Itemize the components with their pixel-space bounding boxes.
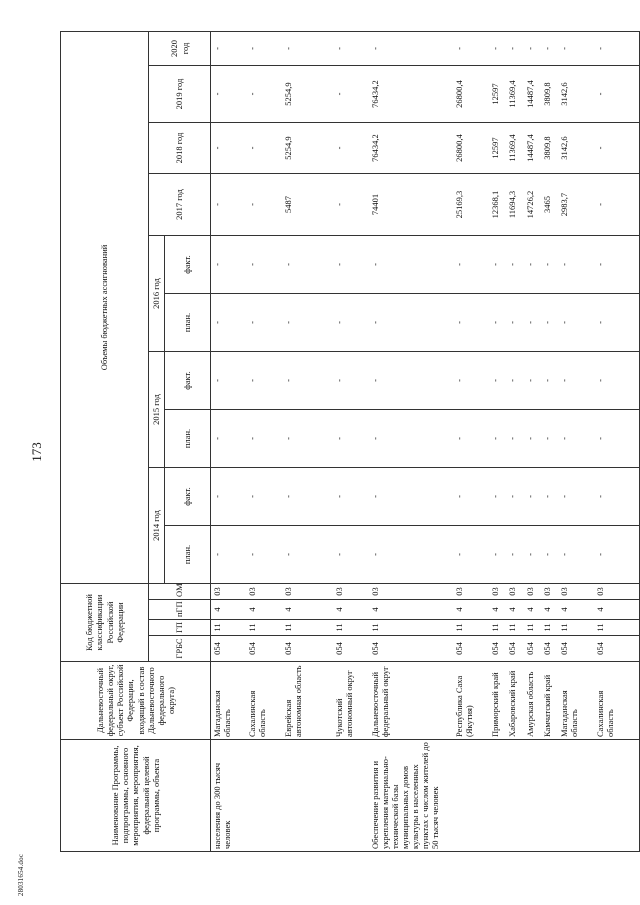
table-row	[541, 31, 558, 851]
row-value: -	[524, 468, 541, 526]
row-value: -	[211, 123, 247, 174]
row-value: -	[524, 294, 541, 352]
row-value: 25169,3	[453, 174, 489, 236]
row-value: -	[453, 31, 489, 65]
row-value: 26800,4	[453, 66, 489, 123]
row-value: -	[246, 468, 282, 526]
row-gp: 11	[506, 620, 523, 636]
row-value: -	[282, 294, 333, 352]
row-om: 03	[489, 584, 506, 600]
row-label: населения до 300 тысяч человек	[211, 740, 247, 852]
row-value: -	[246, 352, 282, 410]
row-value: -	[246, 31, 282, 65]
row-value: 12597	[489, 66, 506, 123]
row-label	[524, 740, 541, 852]
row-value: -	[453, 468, 489, 526]
row-value: -	[541, 352, 558, 410]
row-value: -	[594, 468, 639, 526]
row-value: 3465	[541, 174, 558, 236]
row-value: -	[369, 31, 453, 65]
row-value: -	[333, 468, 369, 526]
row-value: -	[333, 294, 369, 352]
row-grbs: 054	[369, 636, 453, 662]
row-om: 03	[541, 584, 558, 600]
row-value: -	[524, 352, 541, 410]
row-value: -	[333, 236, 369, 294]
header-gp: ГП	[149, 620, 211, 636]
row-grbs: 054	[282, 636, 333, 662]
row-value: -	[524, 410, 541, 468]
header-2015-plan: план.	[165, 410, 211, 468]
row-value: 3809,8	[541, 123, 558, 174]
row-om: 03	[594, 584, 639, 600]
header-2020: 2020 год	[149, 31, 211, 65]
row-grbs: 054	[594, 636, 639, 662]
row-subject: Чукотский автономный округ	[333, 662, 369, 740]
row-value: -	[489, 526, 506, 584]
row-grbs: 054	[541, 636, 558, 662]
row-om: 03	[211, 584, 247, 600]
row-om: 03	[453, 584, 489, 600]
row-gp: 11	[369, 620, 453, 636]
table-body	[211, 31, 640, 851]
row-grbs: 054	[558, 636, 594, 662]
row-value: -	[453, 294, 489, 352]
row-value: -	[211, 31, 247, 65]
row-value: -	[506, 294, 523, 352]
header-pgp: пГП	[149, 600, 211, 620]
row-value: -	[333, 410, 369, 468]
header-2017: 2017 год	[149, 174, 211, 236]
row-value: -	[333, 352, 369, 410]
row-subject: Магаданская область	[211, 662, 247, 740]
row-value: -	[369, 352, 453, 410]
table-row	[489, 31, 506, 851]
row-value: 11369,4	[506, 123, 523, 174]
row-value: -	[333, 174, 369, 236]
header-2014: 2014 год	[149, 468, 165, 584]
row-label	[506, 740, 523, 852]
row-value: 14487,4	[524, 123, 541, 174]
row-value: -	[453, 352, 489, 410]
row-value: -	[541, 526, 558, 584]
row-grbs: 054	[506, 636, 523, 662]
row-value: -	[282, 526, 333, 584]
table-row	[282, 31, 333, 851]
table-wrapper	[60, 32, 640, 852]
row-label	[246, 740, 282, 852]
row-value: -	[594, 31, 639, 65]
row-value: -	[541, 236, 558, 294]
row-grbs: 054	[524, 636, 541, 662]
row-value: -	[489, 468, 506, 526]
row-value: -	[541, 31, 558, 65]
header-2015: 2015 год	[149, 352, 165, 468]
row-grbs: 054	[246, 636, 282, 662]
row-value: -	[489, 410, 506, 468]
row-gp: 11	[594, 620, 639, 636]
row-value: 3809,8	[541, 66, 558, 123]
row-value: -	[541, 294, 558, 352]
row-pgp: 4	[558, 600, 594, 620]
row-pgp: 4	[594, 600, 639, 620]
row-value: 12368,1	[489, 174, 506, 236]
row-subject: Магаданская область	[558, 662, 594, 740]
row-pgp: 4	[211, 600, 247, 620]
row-value: 5254,9	[282, 66, 333, 123]
row-value: -	[541, 468, 558, 526]
header-2016-plan: план.	[165, 294, 211, 352]
row-om: 03	[282, 584, 333, 600]
table-row	[246, 31, 282, 851]
table-row	[594, 31, 639, 851]
budget-table	[60, 31, 640, 852]
row-subject: Амурская область	[524, 662, 541, 740]
table-row	[211, 31, 247, 851]
header-2018: 2018 год	[149, 123, 211, 174]
row-value: 11369,4	[506, 66, 523, 123]
row-value: -	[558, 352, 594, 410]
row-value: 26800,4	[453, 123, 489, 174]
row-om: 03	[246, 584, 282, 600]
header-grbs: ГРБС	[149, 636, 211, 662]
row-value: -	[246, 174, 282, 236]
row-value: -	[246, 294, 282, 352]
row-value: -	[369, 294, 453, 352]
row-value: -	[594, 294, 639, 352]
row-value: 76434,2	[369, 66, 453, 123]
row-value: -	[594, 410, 639, 468]
row-value: -	[558, 294, 594, 352]
row-value: -	[489, 294, 506, 352]
row-value: -	[211, 468, 247, 526]
row-value: -	[333, 31, 369, 65]
row-gp: 11	[489, 620, 506, 636]
row-value: 11694,3	[506, 174, 523, 236]
row-subject: Камчатский край	[541, 662, 558, 740]
row-value: -	[211, 526, 247, 584]
row-gp: 11	[246, 620, 282, 636]
row-pgp: 4	[453, 600, 489, 620]
row-value: -	[489, 352, 506, 410]
row-value: -	[333, 66, 369, 123]
row-value: -	[558, 236, 594, 294]
table-row	[369, 31, 453, 851]
row-value: -	[333, 123, 369, 174]
row-grbs: 054	[489, 636, 506, 662]
row-value: -	[506, 410, 523, 468]
rotated-table-container	[60, 32, 640, 852]
row-value: 14487,4	[524, 66, 541, 123]
header-om: ОМ	[149, 584, 211, 600]
table-row	[453, 31, 489, 851]
row-value: -	[594, 352, 639, 410]
row-value: -	[282, 236, 333, 294]
row-value: -	[594, 123, 639, 174]
row-subject: Дальневосточный федеральный округ	[369, 662, 453, 740]
row-subject: Еврейская автономная область	[282, 662, 333, 740]
row-value: -	[453, 410, 489, 468]
table-row	[558, 31, 594, 851]
row-subject: Сахалинская область	[594, 662, 639, 740]
row-subject: Хабаровский край	[506, 662, 523, 740]
row-grbs: 054	[211, 636, 247, 662]
row-pgp: 4	[524, 600, 541, 620]
row-subject: Республика Саха (Якутия)	[453, 662, 489, 740]
row-value: -	[453, 236, 489, 294]
row-gp: 11	[453, 620, 489, 636]
row-gp: 11	[282, 620, 333, 636]
row-value: -	[211, 410, 247, 468]
row-pgp: 4	[506, 600, 523, 620]
row-gp: 11	[541, 620, 558, 636]
row-value: -	[558, 31, 594, 65]
row-value: -	[524, 236, 541, 294]
row-label	[333, 740, 369, 852]
row-pgp: 4	[369, 600, 453, 620]
row-value: 2983,7	[558, 174, 594, 236]
row-value: -	[211, 294, 247, 352]
row-value: -	[594, 66, 639, 123]
row-value: -	[524, 31, 541, 65]
row-value: -	[506, 526, 523, 584]
page-number: 173	[29, 442, 44, 462]
row-om: 03	[506, 584, 523, 600]
row-value: -	[558, 468, 594, 526]
row-value: -	[369, 526, 453, 584]
row-value: -	[558, 410, 594, 468]
row-om: 03	[524, 584, 541, 600]
header-2014-plan: план.	[165, 526, 211, 584]
row-value: -	[489, 236, 506, 294]
row-pgp: 4	[246, 600, 282, 620]
header-kbk: Код бюджетной классификации Российской Федерации	[61, 584, 149, 662]
row-value: -	[369, 236, 453, 294]
row-subject: Приморский край	[489, 662, 506, 740]
header-volumes: Объемы бюджетных ассигнований	[61, 31, 149, 583]
table-header	[61, 31, 211, 851]
row-value: -	[211, 352, 247, 410]
row-value: -	[282, 31, 333, 65]
row-value: -	[506, 468, 523, 526]
row-value: -	[558, 526, 594, 584]
row-pgp: 4	[489, 600, 506, 620]
row-value: -	[246, 123, 282, 174]
row-value: -	[246, 410, 282, 468]
row-value: -	[369, 468, 453, 526]
document-code: 28031654.doc	[17, 853, 25, 897]
row-gp: 11	[524, 620, 541, 636]
row-value: 5254,9	[282, 123, 333, 174]
row-om: 03	[558, 584, 594, 600]
row-value: -	[211, 236, 247, 294]
row-gp: 11	[333, 620, 369, 636]
row-om: 03	[333, 584, 369, 600]
row-value: 3142,6	[558, 66, 594, 123]
row-value: -	[282, 352, 333, 410]
row-value: -	[489, 31, 506, 65]
row-value: -	[506, 31, 523, 65]
row-value: -	[506, 236, 523, 294]
row-value: 74401	[369, 174, 453, 236]
table-row	[524, 31, 541, 851]
row-value: -	[594, 236, 639, 294]
header-2016-fact: факт.	[165, 236, 211, 294]
row-value: -	[594, 526, 639, 584]
header-federal-district: Дальневосточный федеральный округ, субъект Российской Федерации, входящий в состав Дальневосточного федерального округа)	[61, 662, 211, 740]
row-value: -	[369, 410, 453, 468]
row-value: -	[246, 66, 282, 123]
row-value: 5487	[282, 174, 333, 236]
row-pgp: 4	[541, 600, 558, 620]
row-value: 76434,2	[369, 123, 453, 174]
row-pgp: 4	[333, 600, 369, 620]
row-value: -	[333, 526, 369, 584]
row-value: -	[246, 236, 282, 294]
header-2014-fact: факт.	[165, 468, 211, 526]
row-gp: 11	[211, 620, 247, 636]
row-label	[594, 740, 639, 852]
row-value: -	[282, 468, 333, 526]
row-subject: Сахалинская область	[246, 662, 282, 740]
row-label	[558, 740, 594, 852]
row-label: Обеспечение развития и укрепления материально-технической базы муниципальных домов культуры в населенных пунктах с числом жителей до 50 тысяч человек	[369, 740, 453, 852]
row-value: -	[453, 526, 489, 584]
row-grbs: 054	[333, 636, 369, 662]
row-value: -	[211, 174, 247, 236]
row-om: 03	[369, 584, 453, 600]
row-grbs: 054	[453, 636, 489, 662]
row-gp: 11	[558, 620, 594, 636]
row-value: -	[594, 174, 639, 236]
row-value: -	[506, 352, 523, 410]
table-row	[333, 31, 369, 851]
row-value: 12597	[489, 123, 506, 174]
row-value: -	[246, 526, 282, 584]
row-label	[541, 740, 558, 852]
row-label	[282, 740, 333, 852]
row-label	[489, 740, 506, 852]
row-value: 3142,6	[558, 123, 594, 174]
header-2019: 2019 год	[149, 66, 211, 123]
header-2015-fact: факт.	[165, 352, 211, 410]
row-pgp: 4	[282, 600, 333, 620]
row-value: -	[282, 410, 333, 468]
row-value: -	[541, 410, 558, 468]
row-label	[453, 740, 489, 852]
row-value: -	[524, 526, 541, 584]
row-value: -	[211, 66, 247, 123]
table-row	[506, 31, 523, 851]
header-program-name: Наименование Программы, подпрограммы, основного мероприятия, мероприятия, федеральной целевой программы, объекта	[61, 740, 211, 852]
header-2016: 2016 год	[149, 236, 165, 352]
row-value: 14726,2	[524, 174, 541, 236]
